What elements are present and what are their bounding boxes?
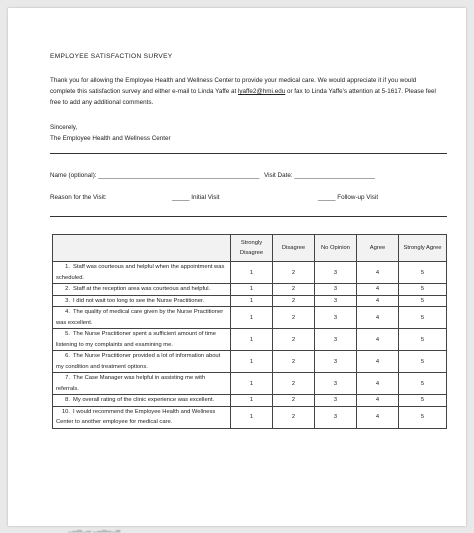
- rating-cell[interactable]: 5: [399, 373, 447, 395]
- question-text: Staff was courteous and helpful when the appointment was scheduled.: [56, 264, 225, 281]
- question-text: The quality of medical care given by the Nurse Practitioner was excellent.: [56, 309, 224, 326]
- rating-cell[interactable]: 4: [357, 307, 399, 329]
- rating-cell[interactable]: 2: [273, 295, 315, 307]
- table-row: [53, 395, 447, 407]
- question-number: 2.: [65, 286, 70, 292]
- rating-cell[interactable]: 4: [357, 262, 399, 284]
- name-field[interactable]: [50, 172, 259, 179]
- question-cell: [53, 406, 231, 428]
- intro-paragraph: [50, 75, 440, 108]
- header-no-opinion: No Opinion: [315, 235, 357, 262]
- rating-cell[interactable]: 3: [315, 307, 357, 329]
- table-row: [53, 262, 447, 284]
- rating-cell[interactable]: 2: [273, 373, 315, 395]
- signoff-sender: The Employee Health and Wellness Center: [50, 135, 171, 142]
- rating-cell[interactable]: 5: [399, 351, 447, 373]
- followup-visit-label: Follow-up Visit: [337, 194, 379, 201]
- rating-cell[interactable]: 3: [315, 373, 357, 395]
- table-row: [53, 351, 447, 373]
- rating-cell[interactable]: 3: [315, 406, 357, 428]
- rating-cell[interactable]: 3: [315, 262, 357, 284]
- question-cell: [53, 284, 231, 296]
- watermark-footer: ▁▂▃▁▂ ▁▂▃▂▁▃: [68, 527, 121, 533]
- rating-cell[interactable]: 5: [399, 307, 447, 329]
- rating-cell[interactable]: 1: [231, 307, 273, 329]
- rating-cell[interactable]: 3: [315, 284, 357, 296]
- table-row: [53, 329, 447, 351]
- table-row: [53, 373, 447, 395]
- survey-table: [52, 234, 447, 429]
- question-cell: [53, 395, 231, 407]
- rating-cell[interactable]: 5: [399, 284, 447, 296]
- question-number: 3.: [65, 297, 70, 304]
- rating-cell[interactable]: 1: [231, 262, 273, 284]
- rating-cell[interactable]: 4: [357, 284, 399, 296]
- rating-cell[interactable]: 2: [273, 262, 315, 284]
- visit-date-line: _______________________: [294, 172, 375, 179]
- question-text: My overall rating of the clinic experience was excellent.: [73, 397, 215, 403]
- signoff-closing: Sincerely,: [50, 124, 78, 131]
- question-number: 10.: [61, 408, 70, 415]
- document-page: [8, 8, 466, 533]
- rating-cell[interactable]: 2: [273, 329, 315, 351]
- intro-text-end: or fax to Linda Yaffe's attention at 5-1617. Please feel free to add any additional comments.: [50, 88, 436, 106]
- rating-cell[interactable]: 3: [315, 329, 357, 351]
- question-number: 6.: [65, 353, 70, 359]
- visit-date-label: Visit Date:: [264, 172, 293, 179]
- email-link[interactable]: lyaffe2@hmi.edu: [237, 88, 286, 95]
- rating-cell[interactable]: 1: [231, 329, 273, 351]
- rating-cell[interactable]: 5: [399, 295, 447, 307]
- rating-cell[interactable]: 4: [357, 329, 399, 351]
- rating-cell[interactable]: 1: [231, 395, 273, 407]
- header-strongly-agree: Strongly Agree: [399, 235, 447, 262]
- question-cell: [53, 307, 231, 329]
- question-number: 8.: [65, 397, 70, 403]
- rating-cell[interactable]: 2: [273, 284, 315, 296]
- rating-cell[interactable]: 1: [231, 351, 273, 373]
- rating-cell[interactable]: 2: [273, 406, 315, 428]
- question-text: The Nurse Practitioner provided a lot of information about my condition and treatment options.: [56, 353, 221, 370]
- rating-cell[interactable]: 4: [357, 395, 399, 407]
- table-row: [53, 406, 447, 428]
- table-header-row: [53, 235, 447, 262]
- rating-cell[interactable]: 5: [399, 262, 447, 284]
- question-text: I would recommend the Employee Health and Wellness Center to another employee for medical care.: [56, 408, 216, 425]
- header-disagree: Disagree: [273, 235, 315, 262]
- question-number: 1.: [65, 264, 70, 270]
- followup-visit-line: _____: [318, 194, 336, 201]
- question-number: 4.: [65, 309, 70, 315]
- header-question: [53, 235, 231, 262]
- question-number: 5.: [65, 331, 70, 337]
- question-cell: [53, 329, 231, 351]
- rating-cell[interactable]: 2: [273, 307, 315, 329]
- rating-cell[interactable]: 3: [315, 395, 357, 407]
- table-row: [53, 307, 447, 329]
- rating-cell[interactable]: 1: [231, 406, 273, 428]
- table-row: [53, 284, 447, 296]
- initial-visit-option[interactable]: [172, 194, 220, 201]
- question-cell: [53, 351, 231, 373]
- rating-cell[interactable]: 2: [273, 395, 315, 407]
- visit-date-field[interactable]: [264, 172, 375, 179]
- rating-cell[interactable]: 4: [357, 373, 399, 395]
- question-text: The Nurse Practitioner spent a sufficient amount of time listening to my complaints and examining me.: [56, 331, 216, 348]
- rating-cell[interactable]: 5: [399, 406, 447, 428]
- rating-cell[interactable]: 5: [399, 329, 447, 351]
- initial-visit-line: _____: [172, 194, 190, 201]
- survey-title: EMPLOYEE SATISFACTION SURVEY: [50, 53, 173, 60]
- followup-visit-option[interactable]: [318, 194, 378, 201]
- initial-visit-label: Initial Visit: [191, 194, 220, 201]
- rating-cell[interactable]: 4: [357, 406, 399, 428]
- rating-cell[interactable]: 2: [273, 351, 315, 373]
- question-cell: [53, 373, 231, 395]
- rating-cell[interactable]: 1: [231, 284, 273, 296]
- header-agree: Agree: [357, 235, 399, 262]
- divider-bottom: [50, 216, 447, 217]
- question-cell: [53, 295, 231, 307]
- rating-cell[interactable]: 1: [231, 373, 273, 395]
- question-text: The Case Manager was helpful in assisting me with referrals.: [56, 375, 206, 392]
- rating-cell[interactable]: 3: [315, 351, 357, 373]
- rating-cell[interactable]: 1: [231, 295, 273, 307]
- divider-top: [50, 153, 447, 154]
- name-line: ______________________________________________: [98, 172, 260, 179]
- table-row: [53, 295, 447, 307]
- reason-label: Reason for the Visit:: [50, 194, 107, 201]
- name-label: Name (optional):: [50, 172, 97, 179]
- rating-cell[interactable]: 4: [357, 295, 399, 307]
- rating-cell[interactable]: 4: [357, 351, 399, 373]
- rating-cell[interactable]: 5: [399, 395, 447, 407]
- question-text: I did not wait too long to see the Nurse Practitioner.: [73, 297, 205, 304]
- question-cell: [53, 262, 231, 284]
- intro-text-start: Thank you for allowing the Employee Health and Wellness Center to provide your medical care. We would appreciate it if you would complete this satisfaction survey and either e-mail to Linda Yaffe at: [50, 77, 417, 95]
- rating-cell[interactable]: 3: [315, 295, 357, 307]
- question-number: 7.: [65, 375, 70, 381]
- header-strongly-disagree: Strongly Disagree: [231, 235, 273, 262]
- question-text: Staff at the reception area was courteous and helpful.: [73, 286, 211, 292]
